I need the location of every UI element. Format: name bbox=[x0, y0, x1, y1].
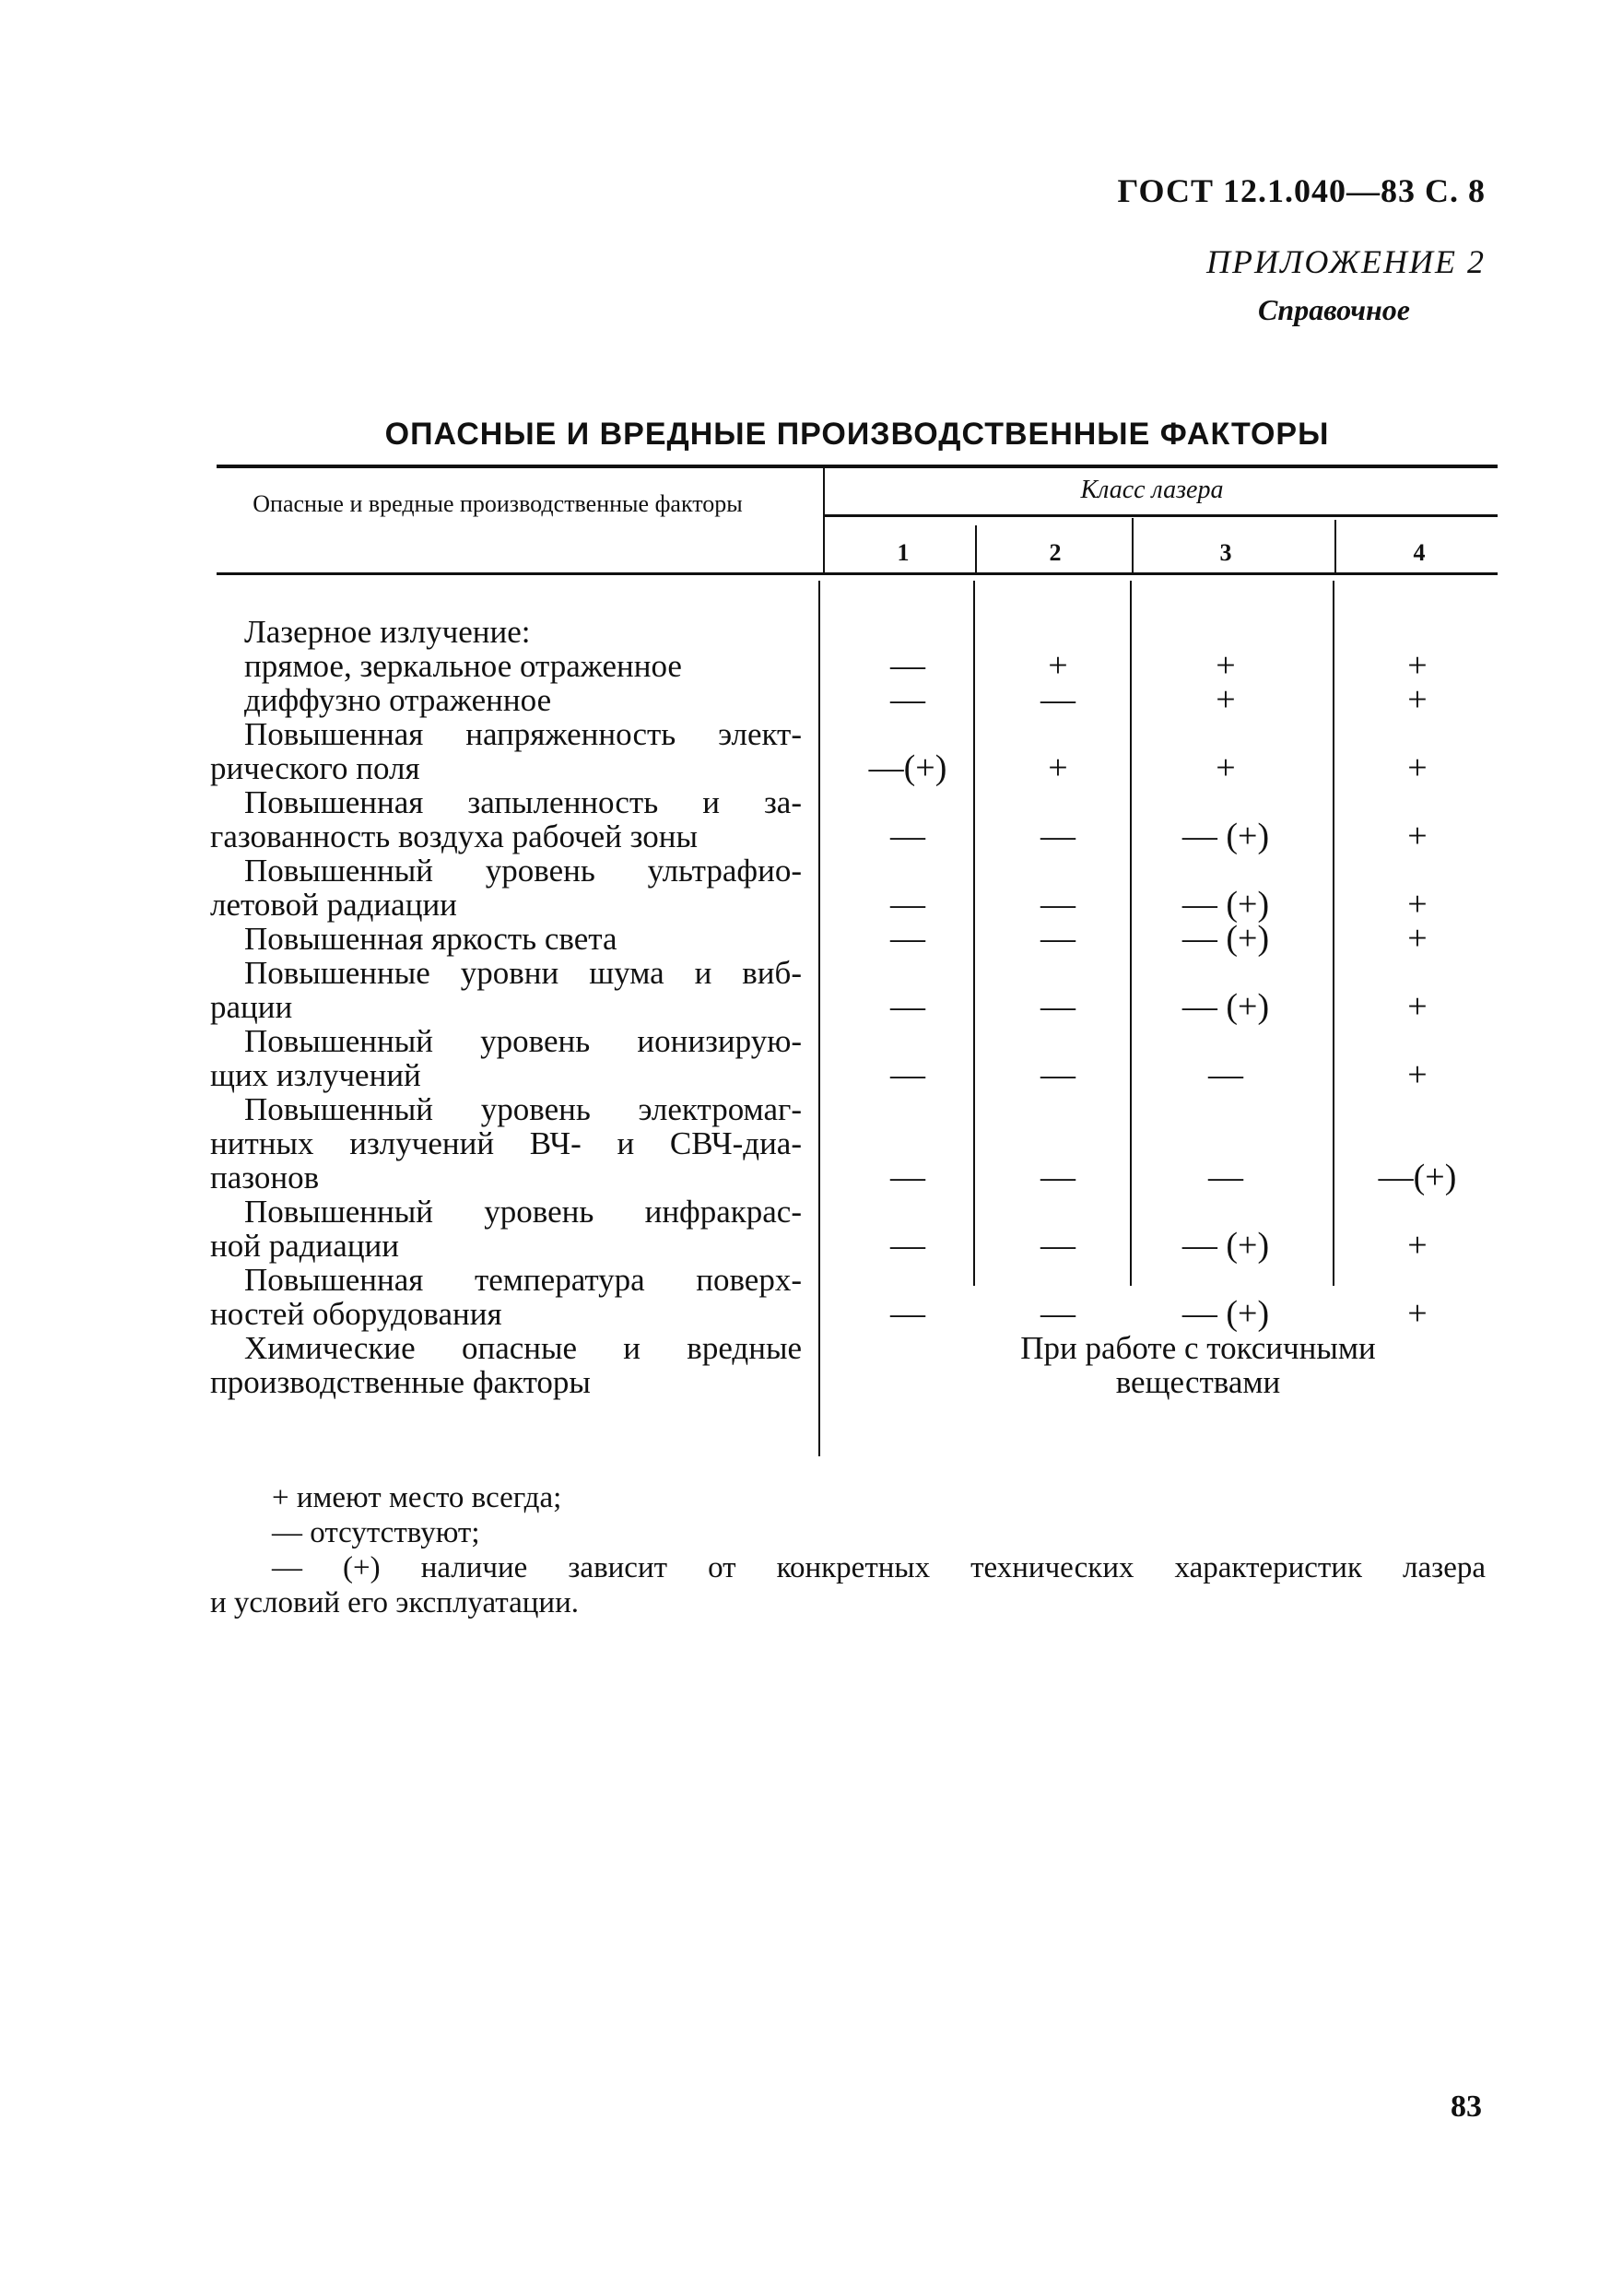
factor-label-line: Повышенный уровень электромаг- bbox=[244, 1091, 802, 1127]
factor-label bbox=[210, 956, 802, 1024]
class-4-value: + bbox=[1407, 680, 1428, 719]
table-title: ОПАСНЫЕ И ВРЕДНЫЕ ПРОИЗВОДСТВЕННЫЕ ФАКТОРЫ bbox=[384, 417, 1330, 452]
class-4-value: + bbox=[1407, 1294, 1428, 1333]
factor-label bbox=[210, 785, 802, 854]
factor-label-line: ной радиации bbox=[210, 1228, 400, 1264]
class-2-value: — bbox=[1040, 1226, 1075, 1265]
factor-label-line: Химические опасные и вредные bbox=[244, 1330, 802, 1366]
table-top-rule bbox=[217, 465, 1498, 468]
factor-label bbox=[210, 717, 802, 785]
factor-label-line: нитных излучений ВЧ- и СВЧ-диа- bbox=[210, 1125, 802, 1161]
class-4-value: + bbox=[1407, 748, 1428, 787]
legend-always: + имеют место всегда; bbox=[272, 1481, 562, 1514]
factor-label-line: Повышенные уровни шума и виб- bbox=[244, 955, 802, 991]
class-1-value: — bbox=[890, 817, 925, 855]
class-header-rule bbox=[825, 514, 1498, 517]
header-divider-factors bbox=[823, 468, 825, 572]
class-2-value: — bbox=[1040, 680, 1075, 719]
header-divider-class-2-3 bbox=[1132, 518, 1134, 572]
class-3-value: — (+) bbox=[1181, 1294, 1270, 1333]
header-divider-class-1-2 bbox=[975, 525, 977, 572]
class-2-value: — bbox=[1040, 1158, 1075, 1196]
class-2-value: — bbox=[1040, 1055, 1075, 1094]
body-divider-class-2-3 bbox=[1130, 581, 1132, 1286]
factor-label bbox=[210, 1195, 802, 1263]
header-divider-class-3-4 bbox=[1334, 520, 1336, 572]
factor-label-line: Повышенный уровень инфракрас- bbox=[244, 1194, 802, 1230]
factor-label-line: производственные факторы bbox=[210, 1364, 591, 1400]
class-2-value: — bbox=[1040, 1294, 1075, 1333]
factor-label bbox=[210, 854, 802, 922]
legend-depends: — (+) наличие зависит от конкретных технических характеристик лазера bbox=[272, 1551, 1486, 1584]
chemical-factors-note: При работе с токсичными веществами bbox=[1020, 1330, 1376, 1400]
class-3-value: — bbox=[1208, 1055, 1243, 1094]
factor-column-header: Опасные и вредные производственные факторы bbox=[253, 490, 743, 517]
class-column-header: Класс лазера bbox=[1080, 476, 1224, 504]
factor-label bbox=[210, 683, 802, 717]
factor-label-line: Повышенная запыленность и за- bbox=[244, 784, 802, 820]
class-3-value: — (+) bbox=[1181, 987, 1270, 1026]
section-label-laser-radiation: Лазерное излучение: bbox=[244, 614, 531, 650]
class-3-value: — (+) bbox=[1181, 885, 1270, 924]
class-4-value: + bbox=[1407, 1226, 1428, 1265]
class-1-value: — bbox=[890, 680, 925, 719]
body-divider-class-1-2 bbox=[973, 581, 975, 1286]
class-2-value: — bbox=[1040, 987, 1075, 1026]
factor-label-line: ностей оборудования bbox=[210, 1296, 502, 1332]
class-3-value: + bbox=[1216, 646, 1236, 685]
factor-label-line: Повышенная яркость света bbox=[244, 921, 617, 957]
legend-depends-continued: и условий его эксплуатации. bbox=[210, 1586, 579, 1619]
class-3-value: + bbox=[1216, 748, 1236, 787]
class-2-value: — bbox=[1040, 919, 1075, 958]
class-1-value: — bbox=[890, 885, 925, 924]
class-4-value: + bbox=[1407, 1055, 1428, 1094]
class-4-value: + bbox=[1407, 919, 1428, 958]
factor-label-line: щих излучений bbox=[210, 1057, 421, 1093]
class-1-value: — bbox=[890, 1158, 925, 1196]
class-1-value: — bbox=[890, 987, 925, 1026]
factor-label bbox=[210, 1263, 802, 1331]
class-1-value: — bbox=[890, 1294, 925, 1333]
class-4-value: —(+) bbox=[1378, 1158, 1457, 1196]
factor-label-line: летовой радиации bbox=[210, 887, 457, 923]
body-divider-class-3-4 bbox=[1333, 581, 1334, 1286]
factor-label bbox=[210, 922, 802, 956]
factor-label-line: диффузно отраженное bbox=[244, 682, 552, 718]
page-number: 83 bbox=[1451, 2090, 1482, 2124]
factor-label-line: рации bbox=[210, 989, 293, 1025]
appendix-label: ПРИЛОЖЕНИЕ 2 bbox=[1206, 243, 1486, 280]
factor-label-line: рического поля bbox=[210, 750, 420, 786]
class-number-1: 1 bbox=[897, 539, 910, 566]
class-number-4: 4 bbox=[1413, 539, 1426, 566]
class-3-value: — (+) bbox=[1181, 1226, 1270, 1265]
class-4-value: + bbox=[1407, 646, 1428, 685]
factor-label bbox=[210, 1092, 802, 1195]
class-2-value: — bbox=[1040, 885, 1075, 924]
factor-label-line: пазонов bbox=[210, 1160, 320, 1195]
document-code: ГОСТ 12.1.040—83 С. 8 bbox=[1117, 172, 1486, 209]
class-1-value: —(+) bbox=[868, 748, 947, 787]
class-2-value: — bbox=[1040, 817, 1075, 855]
factor-label bbox=[210, 1024, 802, 1092]
class-3-value: — (+) bbox=[1181, 919, 1270, 958]
class-3-value: — bbox=[1208, 1158, 1243, 1196]
class-4-value: + bbox=[1407, 987, 1428, 1026]
factor-label-line: прямое, зеркальное отраженное bbox=[244, 648, 682, 684]
class-number-3: 3 bbox=[1219, 539, 1232, 566]
header-bottom-rule bbox=[217, 572, 1498, 575]
body-divider-factors bbox=[818, 581, 820, 1456]
class-4-value: + bbox=[1407, 817, 1428, 855]
class-3-value: — (+) bbox=[1181, 817, 1270, 855]
class-4-value: + bbox=[1407, 885, 1428, 924]
factor-label-line: газованность воздуха рабочей зоны bbox=[210, 818, 699, 854]
class-2-value: + bbox=[1048, 646, 1068, 685]
class-1-value: — bbox=[890, 646, 925, 685]
class-1-value: — bbox=[890, 1055, 925, 1094]
factor-label-line: Повышенный уровень ионизирую- bbox=[244, 1023, 802, 1059]
class-number-2: 2 bbox=[1049, 539, 1062, 566]
factor-label-line: Повышенная напряженность элект- bbox=[244, 716, 802, 752]
legend-absent: — отсутствуют; bbox=[272, 1516, 480, 1549]
appendix-type: Справочное bbox=[1258, 293, 1410, 326]
factor-label bbox=[210, 649, 802, 683]
class-2-value: + bbox=[1048, 748, 1068, 787]
class-1-value: — bbox=[890, 1226, 925, 1265]
factor-label-line: Повышенный уровень ультрафио- bbox=[244, 853, 802, 889]
class-3-value: + bbox=[1216, 680, 1236, 719]
factor-label-line: Повышенная температура поверх- bbox=[244, 1262, 802, 1298]
class-1-value: — bbox=[890, 919, 925, 958]
factor-label-chemical bbox=[210, 1331, 802, 1399]
